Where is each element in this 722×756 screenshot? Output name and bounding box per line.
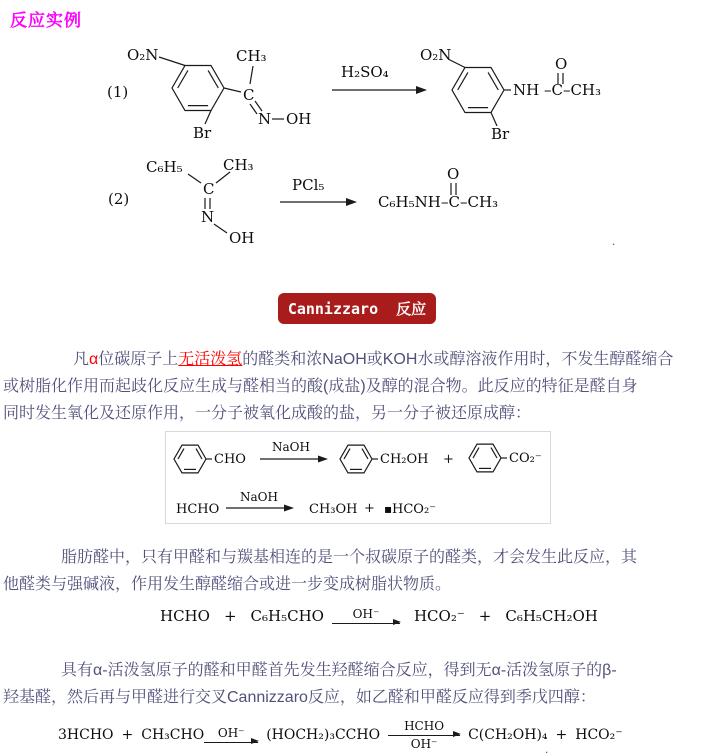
formula: C₆H₅CHO [250, 607, 324, 625]
naoh-label: NaOH [272, 440, 310, 454]
reaction-arrow [332, 608, 400, 624]
benzene-ring [172, 66, 224, 111]
hydroxyl-label: OH [229, 229, 255, 247]
bromo-label: Br [193, 124, 212, 142]
formula: C(CH₂OH)₄ [468, 727, 548, 743]
acetyl-chain-label: –C–CH₃ [441, 193, 499, 211]
formula: 3HCHO [58, 727, 114, 743]
plus-sign: + [121, 727, 134, 743]
formula: HCO₂⁻ [575, 727, 623, 743]
methyl-label: CH₃ [223, 156, 254, 174]
carbon-label: C [243, 86, 255, 104]
reaction-1-scheme [95, 40, 635, 148]
phenyl-label: C₆H₅ [146, 158, 183, 176]
reagent-label: PCl₅ [292, 176, 325, 194]
paragraph-2 [3, 544, 719, 598]
paragraph-3 [3, 657, 719, 711]
nitro-group-label: O₂N [127, 46, 159, 64]
hydroxyl-label: OH [286, 110, 312, 128]
arrow-condition-bottom: OH⁻ [410, 736, 438, 751]
carbonyl-oxygen-label: O [447, 165, 460, 183]
paragraph-3-line-2: 羟基醛，然后再与甲醛进行交叉Cannizzaro反应，如乙醛和甲醛反应得到季戊四醇： [3, 689, 596, 706]
trailing-period: . [545, 742, 549, 756]
paragraph-1-line-2: 或树脂化作用而起歧化反应生成与醛相当的酸(成盐)及醇的混合物。此反应的特征是醛自身 [3, 378, 638, 395]
benzene-ring [452, 68, 504, 113]
reaction-arrow [204, 727, 258, 743]
reaction-3-equation [160, 601, 598, 631]
nitrogen-label: N [201, 208, 215, 226]
paragraph-1 [3, 346, 719, 427]
bullet-square: ▪ [384, 502, 393, 516]
anilide-left-label: C₆H₅NH [378, 193, 441, 211]
carboxylate-label: CO₂⁻ [509, 451, 542, 466]
paragraph-3-line-1: 具有α-活泼氢原子的醛和甲醛首先发生羟醛缩合反应，得到无α-活泼氢原子的β- [61, 662, 617, 679]
arrow-condition-top: HCHO [404, 718, 445, 733]
benzene-ring [174, 445, 206, 473]
carbonyl-oxygen-label: O [555, 55, 568, 73]
formula: CH₃CHO [141, 727, 205, 743]
stray-dot: . [612, 234, 616, 248]
formula: (HOCH₂)₃CCHO [266, 727, 381, 743]
nitrogen-label: N [258, 110, 272, 128]
paragraph-1-line-3: 同时发生氧化及还原作用，一分子被氧化成酸的盐，另一分子被还原成醇： [3, 405, 532, 422]
page-title: 反应实例 [10, 11, 82, 30]
highlighted-term: 无活泼氢 [178, 351, 243, 368]
benzene-ring [469, 444, 501, 472]
cannizzaro-banner: Cannizzaro 反应 [278, 293, 436, 324]
reagent-label: H₂SO₄ [341, 63, 389, 81]
plus-sign: + [555, 727, 568, 743]
reaction-4-equation [58, 716, 623, 754]
cannizzaro-figure-scheme [166, 432, 550, 523]
ch3oh-label: CH₃OH [309, 502, 358, 517]
naoh-label: NaOH [240, 490, 278, 504]
formula: HCO₂⁻ [413, 607, 465, 625]
reaction-arrow-double-label [388, 720, 460, 750]
nitro-group-label: O₂N [420, 46, 452, 64]
cho-label: CHO [214, 452, 246, 467]
carbon-label: C [203, 180, 215, 198]
benzene-ring [340, 445, 372, 473]
reaction-1-number: (1) [107, 83, 129, 101]
ch2oh-label: CH₂OH [380, 452, 429, 467]
formula: HCHO [160, 607, 210, 625]
plus-sign: + [478, 607, 492, 625]
acetamido-chain-label: NH –C–CH₃ [513, 81, 602, 99]
reaction-2-scheme [95, 150, 635, 252]
paragraph-2-line-2: 他醛类与强碱液，作用发生醇醛缩合或进一步变成树脂状物质。 [3, 576, 452, 593]
alpha-symbol: α [89, 351, 99, 368]
formate-label: HCO₂⁻ [392, 502, 437, 517]
formula: C₆H₅CH₂OH [505, 607, 598, 625]
cannizzaro-figure-box [165, 431, 551, 524]
hcho-label: HCHO [176, 502, 220, 517]
text-run: 位碳原子上 [98, 351, 179, 368]
text-run: 凡 [73, 351, 90, 368]
paragraph-1-line-1 [3, 346, 719, 373]
arrow-condition: OH⁻ [352, 607, 380, 622]
arrow-condition: OH⁻ [217, 726, 245, 741]
paragraph-2-line-1: 脂肪醛中，只有甲醛和与羰基相连的是一个叔碳原子的醛类，才会发生此反应，其 [61, 549, 638, 566]
plus-sign: + [223, 607, 237, 625]
methyl-label: CH₃ [236, 47, 267, 65]
plus-sign: + [364, 501, 375, 516]
text-run: 的醛类和浓NaOH或KOH水或醇溶液作用时，不发生醇醛缩合 [242, 351, 674, 368]
reaction-2-number: (2) [108, 190, 130, 208]
plus-sign: + [443, 452, 454, 467]
bromo-label: Br [491, 125, 510, 143]
